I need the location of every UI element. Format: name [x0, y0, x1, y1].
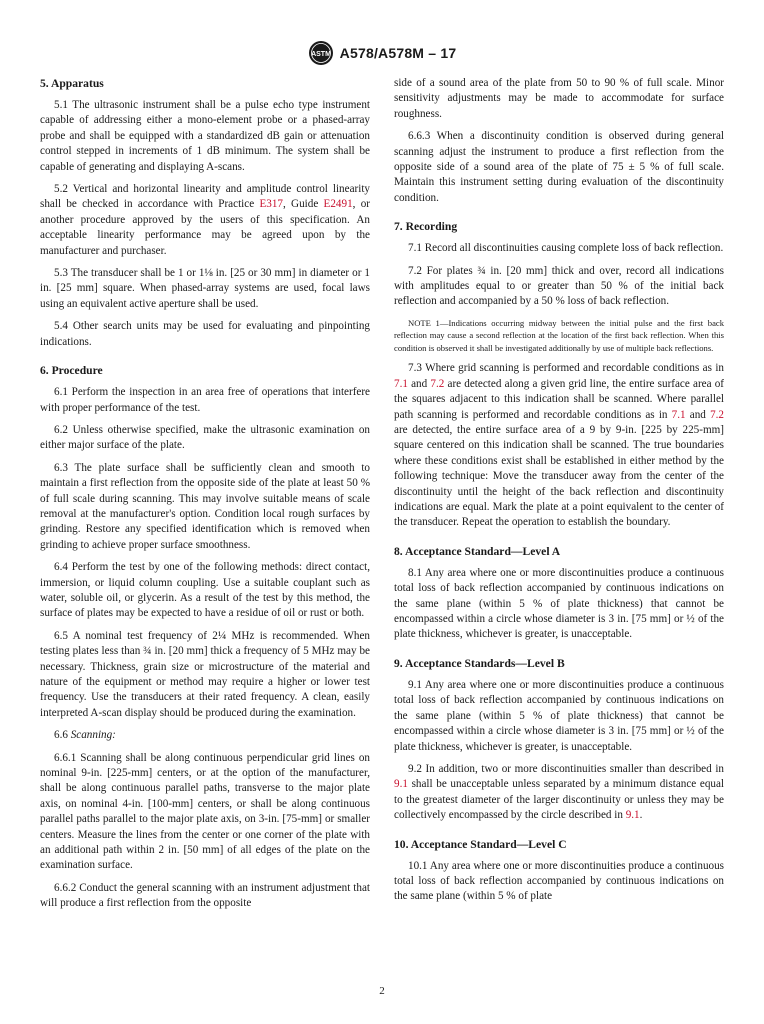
para-6-4: 6.4 Perform the test by one of the following methods: direct contact, immersion, or liquid column coupling. Use a suitable couplant such as water, soluble oil, or glycerin. As a result of the test by this method, the surface of plates may be expected to have a residue of oil or rust or both.: [40, 561, 370, 620]
ref-e317-link[interactable]: E317: [259, 198, 283, 211]
ref-7-2-link[interactable]: 7.2: [710, 408, 724, 421]
ref-7-2-link[interactable]: 7.2: [430, 377, 445, 390]
para-9-2: 9.2 In addition, two or more discontinuities smaller than described in 9.1 shall be unacceptable unless separated by a minimum distance equal to the greatest diameter of the larger discontinuity or unless they may be collectively encompassed by the circle described in 9.1.: [394, 762, 724, 822]
para-6-6-2: 6.6.2 Conduct the general scanning with an instrument adjustment that will produce a first reflection from the opposite: [40, 881, 370, 910]
standard-designation: A578/A578M – 17: [339, 45, 457, 61]
para-6-2: 6.2 Unless otherwise specified, make the ultrasonic examination on either major surface of the plate.: [40, 423, 370, 452]
right-column: [394, 76, 724, 912]
page-header: [0, 40, 764, 66]
para-10-1: 10.1 Any area where one or more discontinuities produce a continuous total loss of back reflection accompanied by continuous indications on the same plane (within 5 % of plate: [394, 859, 724, 903]
ref-9-1-link[interactable]: 9.1: [394, 778, 408, 791]
para-6-6: 6.6 Scanning:: [54, 729, 116, 742]
page-number: 2: [379, 985, 385, 997]
para-5-1: 5.1 The ultrasonic instrument shall be a pulse echo type instrument capable of addressing either a mono-element probe or a phased-array probe and shall be equipped with a standardized dB gain or attenuation control stepped in increments of 1 dB minimum. The system shall be capable of generating and displaying A-scans.: [40, 99, 370, 173]
section-10-title: 10. Acceptance Standard—Level C: [394, 837, 567, 851]
para-7-1: 7.1 Record all discontinuities causing complete loss of back reflection.: [408, 242, 724, 255]
section-7-title: 7. Recording: [394, 220, 458, 234]
para-7-3: 7.3 Where grid scanning is performed and recordable conditions as in 7.1 and 7.2 are detected along a given grid line, the entire surface area of the squares adjacent to this indication shall be scanned. Where parallel path scanning is performed and recordable conditions as in 7.1 and 7.2 are detected, the entire surface area of a 9 by 9-in. [225 by 225-mm] square centered on this indication shall be scanned. The true boundaries where these conditions exist shall be established in either method by the following technique: Move the transducer away from the center of the discontinuity until the height of the back reflection and discontinuity indications are equal. Mark the plate at a point equivalent to the center of the transducer. Repeat the operation to establish the boundary.: [394, 362, 724, 529]
para-9-1: 9.1 Any area where one or more discontinuities produce a continuous total loss of back reflection accompanied by continuous indications on the same plane (within 5 % of plate thickness) that cannot be encompassed within a circle whose diameter is 3 in. [75 mm] or ½ of the plate thickness, whichever is greater, is unacceptable.: [394, 678, 724, 753]
para-8-1: 8.1 Any area where one or more discontinuities produce a continuous total loss of back reflection accompanied by continuous indications on the same plane (within 5 % of plate thickness) that cannot be encompassed within a circle whose diameter is 3 in. [75 mm] or ½ of the plate thickness, whichever is greater, is unacceptable.: [394, 566, 724, 641]
para-5-3: 5.3 The transducer shall be 1 or 1⅛ in. [25 or 30 mm] in diameter or 1 in. [25 mm] square. When phased-array systems are used, focal laws using an equivalent active aperture shall be used.: [40, 267, 370, 310]
para-5-2: 5.2 Vertical and horizontal linearity and amplitude control linearity shall be checked in accordance with Practice E317, Guide E2491, or another procedure approved by the users of this specification. An acceptable linearity performance may be agreed upon by the manufacturer and purchaser.: [40, 183, 370, 257]
para-6-6-3: 6.6.3 When a discontinuity condition is observed during general scanning adjust the instrument to produce a first reflection from the opposite side of a sound area of the plate of 75 ± 5 % of full scale. Maintain this instrument setting during evaluation of the discontinuity condition.: [394, 130, 724, 204]
para-6-1: 6.1 Perform the inspection in an area free of operations that interfere with proper performance of the test.: [40, 386, 370, 414]
para-6-6-1: 6.6.1 Scanning shall be along continuous perpendicular grid lines on nominal 9-in. [225-mm] centers, or at the option of the manufacturer, shall be along continuous parallel paths, transverse to the major plate axis, on nominal 4-in. [100-mm] centers, or shall be along continuous parallel paths parallel to the major plate axis, on 3-in. [75-mm] or smaller centers. Measure the lines from the center or one corner of the plate with an additional path within 2 in. [50 mm] of all edges of the plate on the examination surface.: [40, 751, 370, 872]
para-5-4: 5.4 Other search units may be used for evaluating and pinpointing indications.: [40, 320, 370, 348]
note-1: NOTE 1—Indications occurring midway between the initial pulse and the first back reflection may cause a second reflection at the location of the first back reflection. When this condition is observed it shall be investigated additionally by use of multiple back reflections.: [394, 317, 724, 353]
ref-9-1-link[interactable]: 9.1: [625, 809, 640, 822]
para-6-3: 6.3 The plate surface shall be sufficiently clean and smooth to maintain a first reflection from the opposite side of the plate at least 50 % of full scale during scanning. This may involve suitable means of scale removal at the manufacturer's option. Condition local rough surfaces by grinding. Restore any specified identification which is removed when grinding to achieve proper surface smoothness.: [40, 461, 370, 551]
para-6-6-2-cont: side of a sound area of the plate from 50 to 90 % of full scale. Minor sensitivity adjustments may be made to accommodate for surface roughness.: [394, 77, 724, 120]
section-8-title: 8. Acceptance Standard—Level A: [394, 544, 561, 558]
para-7-2: 7.2 For plates ¾ in. [20 mm] thick and over, record all indications with amplitudes equal to or greater than 50 % of the initial back reflection and accompanied by a 50 % loss of back reflection.: [394, 264, 724, 308]
section-6-title: 6. Procedure: [40, 364, 103, 378]
para-6-5: 6.5 A nominal test frequency of 2¼ MHz is recommended. When testing plates less than ¾ in. [20 mm] thick a frequency of 5 MHz may be necessary. Thickness, grain size or microstructure of the material and nature of the equipment or method may require a higher or lower test frequency. Use the transducers at their rated frequency. A clean, easily interpreted A-scan display should be produced during the examination.: [40, 629, 370, 719]
ref-7-1-link[interactable]: 7.1: [671, 408, 686, 421]
svg-text:ASTM: ASTM: [310, 51, 331, 58]
astm-logo-icon: [308, 40, 334, 66]
ref-e2491-link[interactable]: E2491: [323, 198, 353, 211]
section-5-title: 5. Apparatus: [40, 77, 104, 90]
ref-7-1-link[interactable]: 7.1: [394, 377, 408, 390]
section-9-title: 9. Acceptance Standards—Level B: [394, 656, 565, 670]
left-column: [40, 76, 370, 919]
